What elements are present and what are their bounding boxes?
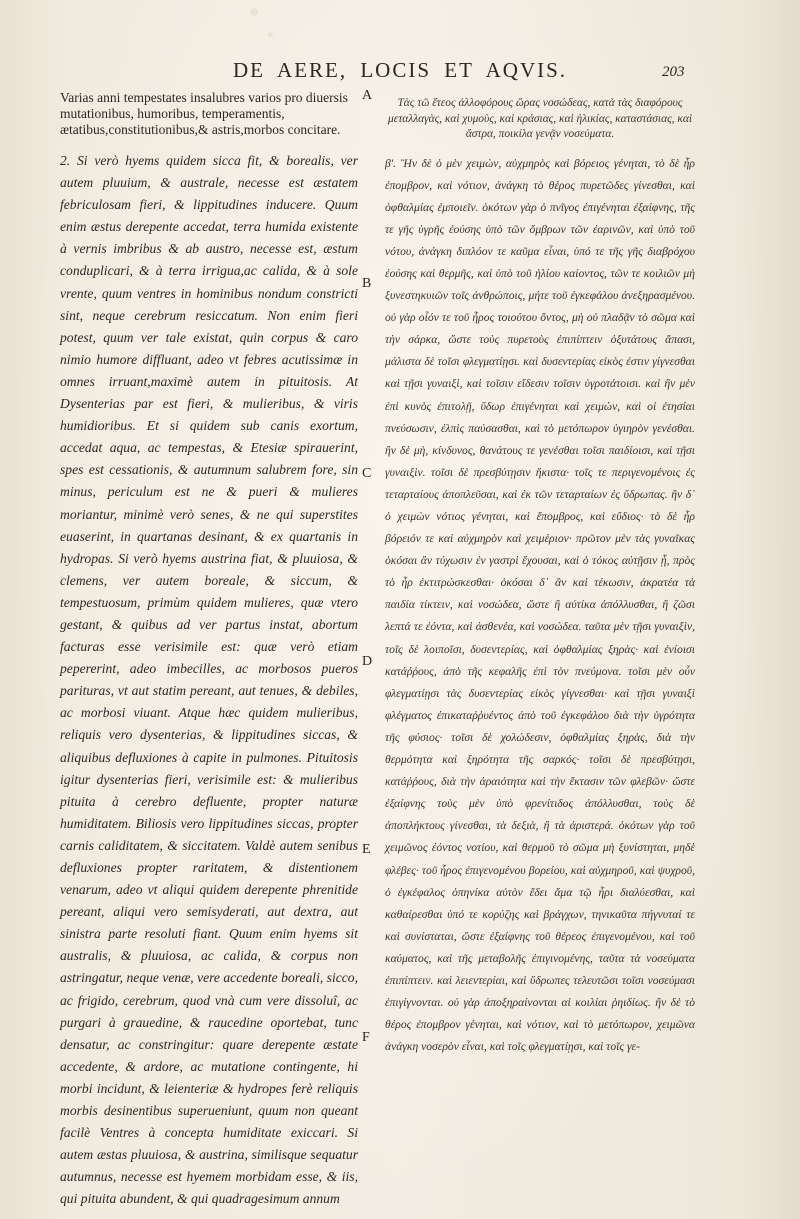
greek-body-text: β'. Ἢν δὲ ὁ μὲν χειμὼν, αὐχμηρὸς καὶ βόρειος γένηται, τὸ δὲ ἦρ ἐπομβρον, καὶ νότιον, ἀνάγκη τὸ θέρος πυρετῶδες γίνεσθαι, καὶ ὀφθαλμίας ἐμποιεῖν. ὁκότων γὰρ ὁ πνῖγος ἐπιγένηται ἐξαίφνης, τῆς τε γῆς ὑγρῆς ἐούσης ὑπὸ τῶν ὄμβρων τῶν ἐαρινῶν, καὶ ὑπὸ τοῦ νότου, ἀνάγκη διπλόον τε καῦμα εἶναι, ὑπό τε τῆς γῆς διαβρόχου ἐούσης καὶ θερμῆς, καὶ ὑπὸ τοῦ ἡλίου καίοντος, τῶν τε κοιλιῶν μὴ ξυνεστηκυιῶν τοῖς ἀνθρώποις, μήτε τοῦ ἐγκεφάλου ἀνεξηρασμένου. οὐ γὰρ οἷόν τε τοῦ ἦρος τοιούτου ὄντος, μὴ οὐ πλαδᾷν τὸ σῶμα καὶ τὴν σάρκα, ὥστε τοὺς πυρετοὺς ἐπιπίπτειν ὀξυτάτους ἅπασι, μάλιστα δὲ τοῖσι φλεγματίῃσι. καὶ δυσεντερίας εἰκὸς ἐστιν γίγνεσθαι καὶ τῇσι γυναιξὶ, καὶ τοῖσιν εἴδεσιν τοῖσιν ὑγροτάτοισι. καὶ ἢν μὲν ἐπὶ κυνὸς ἐπιτολῇ, ὕδωρ ἐπιγένηται καὶ χειμὼν, καὶ οἱ ἐτησίαι πνεύσωσιν, ἐλπὶς παύσασθαι, καὶ τὸ μετόπωρον ὑγιηρὸν γενέσθαι. ἢν δὲ μὴ, κίνδυνος, θανάτους τε γενέσθαι τοῖσι παιδίοισι, καὶ τῇσι γυναιξὶν. τοῖσι δὲ πρεσβύτῃσιν ἥκιστα· τοῖς τε περιγενομένοις ἐς τεταρταίους ἀποπλεῦσαι, καὶ ἐκ τῶν τεταρταίων ἐς ὕδρωπας. ἢν δ᾽ ὁ χειμὼν νότιος γένηται, καὶ ἔπομβρος, καὶ εὔδιος· τὸ δὲ ἦρ βόρειόν τε καὶ αὐχμηρὸν καὶ χειμέριον· πρῶτον μὲν τὰς γυναῖκας ὁκόσαι ἂν τύχωσιν ἐν γαστρὶ ἔχουσαι, καὶ ὁ τόκος αὐτῇσιν ᾖ, πρὸς τὸ ἦρ ἐκτιτρώσκεσθαι· ὁκόσαι δ᾽ ἂν καὶ τέκωσιν, ἀκρατέα τὰ παιδία τίκτειν, καὶ νοσώδεα, ὥστε ἢ αὐτίκα ἀπόλλυσθαι, ἢ ζῶσι λεπτά τε ἐόντα, καὶ ἀσθενέα, καὶ νοσώδεα. ταῦτα μὲν τῇσι γυναιξὶν, τοῖς δὲ λοιποῖσι, δυσεντερίας, καὶ ὀφθαλμίας ξηρὰς· καὶ ἐνίοισι κατάῤῥους, ἀπὸ τῆς κεφαλῆς ἐπὶ τὸν πνεύμονα. τοῖσι μὲν οὖν φλεγματίῃσι τὰς δυσεντερίας εἰκὸς γίγνεσθαι· καὶ τῇσι γυναιξὶ φλέγματος ἐπικαταῤῥυέντος ἀπὸ τοῦ ἐγκεφάλου διὰ τὴν ὑγρότητα τῆς φύσιος· τοῖσι δὲ χολώδεσιν, ὀφθαλμίας ξηρὰς, διὰ τὴν θερμότητα καὶ ξηρότητα τῆς σαρκός· τοῖσι δὲ πρεσβύτῃσι, κατάῤῥους, διὰ τὴν ἀραιότητα καὶ τὴν ἔκτασιν τῶν φλεβῶν· ὥστε ἐξαίφνης τοὺς μὲν ὑπὸ φρενίτιδος ἀπόλλυσθαι, τοὺς δὲ ἀποπλήκτους γίνεσθαι, τὰ δεξιὰ, ἢ τὰ ἀριστερά. ὁκότων γὰρ τοῦ χειμῶνος ἐόντος νοτίου, καὶ θερμοῦ τὸ σῶμα μὴ ξυνίστηται, μηδὲ φλέβες· τοῦ ἦρος ἐπιγενομένου βορείου, καὶ αὐχμηροῦ, καὶ ψυχροῦ, ὁ ἐγκέφαλος ὁπηνίκα αὐτὸν ἔδει ἅμα τῷ ἦρι διαλύεσθαι, καὶ καθαίρεσθαι ὑπό τε κορύζης καὶ βράγχων, τηνικαῦτα πήγνυταί τε καὶ συνίσταται, ὥστε ἐξαίφνης τοῦ θέρεος ἐπιγενομένου, καὶ τοῦ καύματος, καὶ τῆς μεταβολῆς ἐπιγινομένης, ταῦτα τὰ νοσεύματα ἐπιπίπτειν. καὶ λειεντερίαι, καὶ ὕδρωπες τελευτῶσι τοῖσι νοσεύμασι ἐπιγίγνονται. οὐ γὰρ ἀποξηραίνονται αἱ κοιλίαι ῥηιδίως. ἢν δὲ τὸ θέρος ἐπομβρον γένηται, καὶ νότιον, καὶ τὸ μετόπωρον, χειμῶνα ἀνάγκη νοσερὸν εἶναι, καὶ τοῖς φλεγματίῃσι, καὶ τοῖς γε- <box>385 156 695 1054</box>
margin-marker-d: D <box>362 654 373 669</box>
margin-marker-c: C <box>362 466 372 481</box>
greek-summary: Τὰς τῶ ἔτεος ἀλλοφόρους ὥρας νοσώδεας, κατὰ τὰς διαφόρους μεταλλαγὰς, καὶ χυμοὺς, καὶ κράσιας, καὶ ἡλικίας, καταστάσιας, καὶ ἄστρα, ποικίλα γενᾷν νοσεύματα. <box>388 97 692 140</box>
greek-column <box>385 96 695 1190</box>
paper-speck <box>250 8 258 16</box>
margin-marker-b: B <box>362 276 372 291</box>
paper-speck <box>268 32 273 37</box>
margin-marker-e: E <box>362 842 371 857</box>
latin-summary: Varias anni tempestates insalubres varios pro diuersis mutationibus, humoribus, temperamentis, ætatibus,constitutionibus,& astris,morbos concitare. <box>60 90 348 137</box>
page-number: 203 <box>662 64 685 80</box>
margin-marker-a: A <box>362 88 373 103</box>
latin-body-text: 2. Si verò hyems quidem sicca fit, & borealis, ver autem pluuium, & australe, necesse est æstatem febriculosam fieri, & lippitudines inducere. Quum enim æstus derepente accedat, terra humida existente à vernis imbribus & ab austro, necesse est, æstum conduplicari, & à terra irrigua,ac calida, & à sole vrente, quum ventres in hominibus nondum constricti sint, neque cerebrum resiccatum. Non enim fieri potest, quum ver tale existat, quin corpus & caro nimio humore diffluant, adeo vt febres acutissimæ in omnes irruant,maximè autem in pituitosis. At Dysenterias par est fieri, & mulieribus, & viris humidioribus. Et si quidem sub canis exortum, accedat aqua, ac tempestas, & Etesiæ spirauerint, spes est cessationis, & autumnum salubrem fore, sin minus, periculum est ne & pueri & mulieres moriantur, minimè verò senes, & ne qui superstites euaserint, in quartanas desinant, & ex quartanis in hydropas. Si verò hyems austrina fiat, & pluuiosa, & clemens, ver autem boreale, & siccum, & tempestuosum, primùm quidem mulieres, quæ vtero gestant, & quibus ad ver partus instat, abortum facturas esse verisimile est: quæ verò etiam pepererint, adeo imbecilles, ac morbosos pueros parituras, vt aut statim pereant, aut tenues, & debiles, ac morbosi viuant. Atque hæc quidem mulieribus, reliquis vero dysenterias, & lippitudines siccas, & aliquibus defluxiones à capite in pulmones. Pituitosis igitur dysenterias fieri, verisimile est: & mulieribus pituita à cerebro defluente, propter naturæ humiditatem. Biliosis vero lippitudines siccas, propter carnis caliditatem, & siccitatem. Valdè autem senibus defluxiones propter raritatem, & distentionem venarum, adeo vt aliqui quidem derepente phrenitide pereant, aliqui vero semisyderati, aut dextra, aut sinistra parte resoluti fiant. Quum enim hyems sit australis, & pluuiosa, ac calida, & corpus non astringatur, neque venæ, vere accedente boreali, sicco, ac frigido, cerebrum, quod vnà cum vere dissoluî, ac purgari à grauedine, & raucedine oportebat, tunc densatur, ac constringitur: quare derepente æstate accedente, & ardore, ac mutatione contingente, hi morbi incidunt, & leienteriæ & hydropes ferè reliquis morbis desinentibus superueniunt, quum non queant facilè Ventres à concepta humiditate exiccari. Si autem æstas pluuiosa, & austrina, similisque sequatur autumnus, necesse est hyemem morbidam esse, & iis, qui pituita abundent, & qui quadragesimum annum <box>60 153 358 1207</box>
latin-column <box>60 90 358 1207</box>
running-head: DE AERE, LOCIS ET AQVIS. <box>232 58 568 82</box>
margin-marker-f: F <box>362 1030 370 1045</box>
